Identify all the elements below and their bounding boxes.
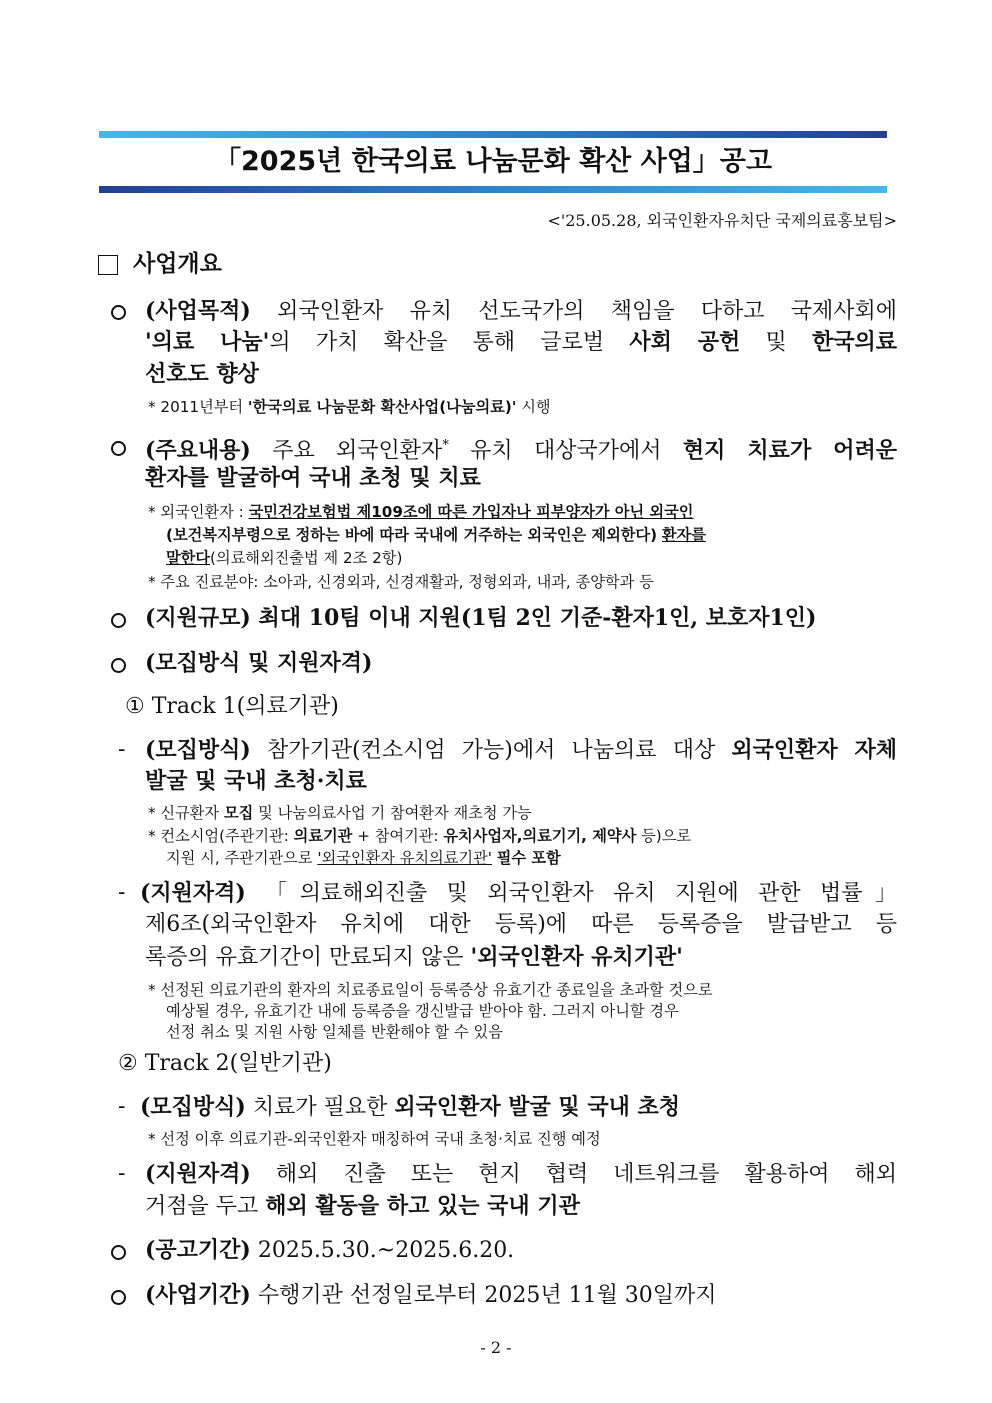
track2-qual-line-1: (지원자격) 해외 진출 또는 현지 협력 네트워크를 활용하여 해외 bbox=[145, 1161, 897, 1187]
title-block bbox=[99, 131, 887, 193]
track1-method-line-1: (모집방식) 참가기관(컨소시엄 가능)에서 나눔의료 대상 외국인환자 자체 bbox=[145, 737, 897, 763]
recruit-heading: (모집방식 및 지원자격) bbox=[145, 650, 373, 676]
bullet-circle-icon bbox=[111, 1245, 126, 1260]
content-note-1: * 외국인환자 : 국민건강보험법 제109조에 따른 가입자나 피부양자가 아닌 외국인 bbox=[148, 503, 694, 521]
page-title: 「2025년 한국의료 나눔문화 확산 사업」공고 bbox=[214, 146, 772, 177]
track2-method-note: * 선정 이후 의료기관-외국인환자 매칭하여 국내 초청·치료 진행 예정 bbox=[148, 1130, 601, 1148]
dash-marker: - bbox=[118, 1094, 126, 1119]
content-note-2: (보건복지부령으로 정하는 바에 따라 국내에 거주하는 외국인은 제외한다) 환자를 bbox=[166, 526, 706, 544]
track2-method-line-1: (모집방식) 치료가 필요한 외국인환자 발굴 및 국내 초청 bbox=[140, 1094, 681, 1120]
track1-qual-line-2: 제6조(외국인환자 유치에 대한 등록)에 따른 등록증을 발급받고 등 bbox=[145, 912, 897, 937]
notice-period-line: (공고기간) 2025.5.30.~2025.6.20. bbox=[145, 1237, 515, 1263]
dash-marker: - bbox=[118, 1161, 126, 1186]
content-line-2: 환자를 발굴하여 국내 초청 및 치료 bbox=[145, 465, 481, 491]
dash-marker: - bbox=[118, 880, 126, 905]
track2-heading: ② Track 2(일반기관) bbox=[118, 1051, 332, 1076]
track1-qual-line-3: 록증의 유효기간이 만료되지 않은 '외국인환자 유치기관' bbox=[145, 944, 683, 970]
bullet-circle-icon bbox=[111, 613, 126, 628]
bullet-circle-icon bbox=[111, 658, 126, 673]
purpose-line-3: 선호도 향상 bbox=[145, 361, 259, 387]
project-period-line: (사업기간) 수행기관 선정일로부터 2025년 11월 30일까지 bbox=[145, 1282, 717, 1308]
track1-qual-note-3: 선정 취소 및 지원 사항 일체를 반환해야 할 수 있음 bbox=[166, 1023, 503, 1041]
bullet-circle-icon bbox=[111, 305, 126, 320]
track1-qual-line-1: (지원자격) 「의료해외진출 및 외국인환자 유치 지원에 관한 법률」 bbox=[140, 880, 897, 906]
scale-line: (지원규모) 최대 10팀 이내 지원(1팀 2인 기준-환자1인, 보호자1인) bbox=[145, 605, 817, 631]
bullet-circle-icon bbox=[111, 1290, 126, 1305]
content-note-4: * 주요 진료분야: 소아과, 신경외과, 신경재활과, 정형외과, 내과, 종양학과 등 bbox=[148, 573, 654, 591]
track1-method-note-1: * 신규환자 모집 및 나눔의료사업 기 참여환자 재초청 가능 bbox=[148, 804, 532, 822]
track1-method-note-2: * 컨소시엄(주관기관: 의료기관 + 참여기관: 유치사업자,의료기기, 제약사 등)으로 bbox=[148, 827, 692, 845]
track1-qual-note-1: * 선정된 의료기관의 환자의 치료종료일이 등록증상 유효기간 종료일을 초과할 것으로 bbox=[148, 981, 713, 999]
purpose-line-2: '의료 나눔'의 가치 확산을 통해 글로벌 사회 공헌 및 한국의료 bbox=[145, 329, 898, 355]
content-note-3: 말한다(의료해외진출법 제 2조 2항) bbox=[166, 549, 403, 567]
purpose-line-1: (사업목적) 외국인환자 유치 선도국가의 책임을 다하고 국제사회에 bbox=[145, 298, 897, 324]
title-top-bar bbox=[99, 131, 887, 138]
track1-heading: ① Track 1(의료기관) bbox=[125, 694, 339, 719]
track1-method-note-3: 지원 시, 주관기관으로 '외국인환자 유치의료기관' 필수 포함 bbox=[166, 849, 561, 867]
track1-method-line-2: 발굴 및 국내 초청·치료 bbox=[145, 768, 367, 794]
title-bottom-bar bbox=[99, 186, 887, 193]
dateline: <'25.05.28, 외국인환자유치단 국제의료홍보팀> bbox=[547, 211, 897, 230]
track2-qual-line-2: 거점을 두고 해외 활동을 하고 있는 국내 기관 bbox=[145, 1193, 580, 1219]
dash-marker: - bbox=[118, 737, 126, 762]
purpose-note: * 2011년부터 '한국의료 나눔문화 확산사업(나눔의료)' 시행 bbox=[148, 398, 551, 416]
track1-qual-note-2: 예상될 경우, 유효기간 내에 등록증을 갱신발급 받아야 함. 그러지 아니할 경우 bbox=[166, 1002, 679, 1020]
checkbox-square-icon bbox=[98, 255, 118, 275]
bullet-circle-icon bbox=[111, 441, 126, 456]
content-line-1: (주요내용) 주요 외국인환자* 유치 대상국가에서 현지 치료가 어려운 bbox=[145, 437, 897, 464]
section-heading: 사업개요 bbox=[133, 250, 222, 277]
page-number: - 2 - bbox=[480, 1338, 512, 1357]
